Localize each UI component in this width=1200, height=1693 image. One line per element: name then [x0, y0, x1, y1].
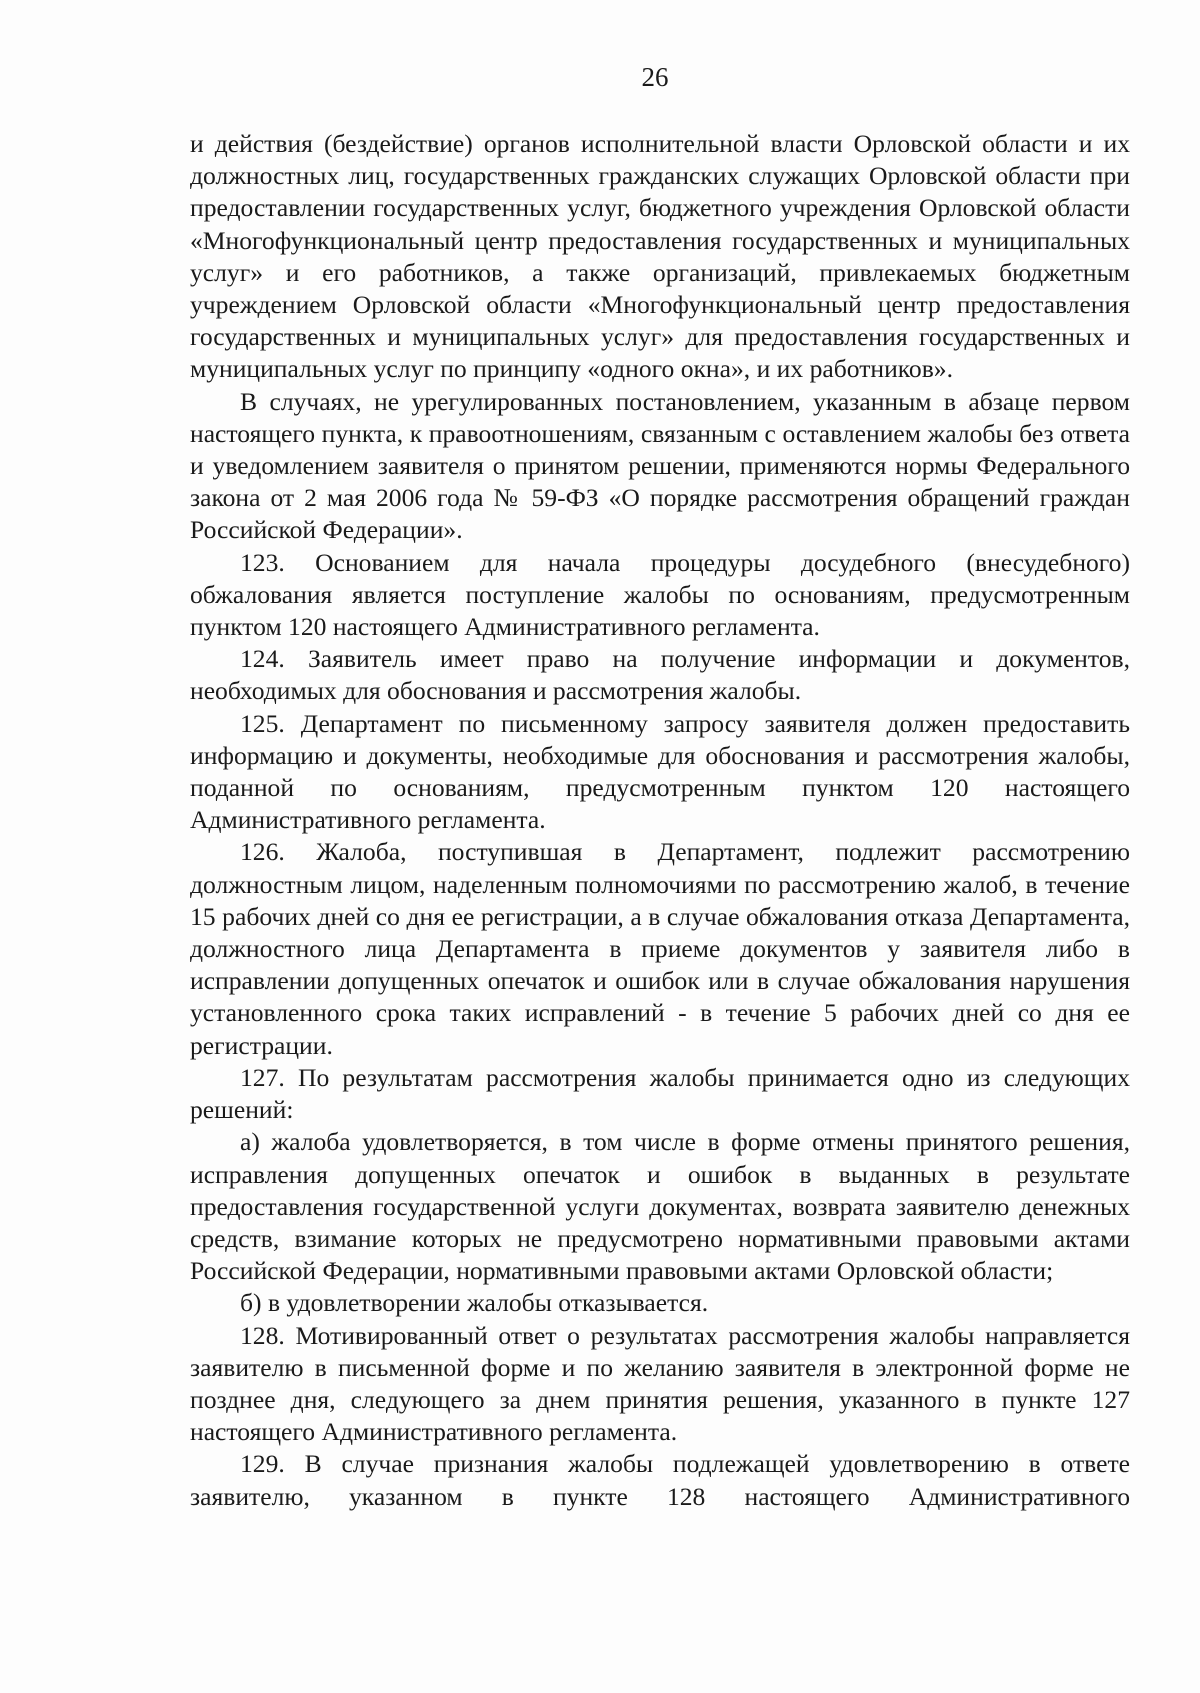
paragraph: В случаях, не урегулированных постановлением, указанным в абзаце первом настоящего пункта, к правоотношениям, связанным с оставлением жалобы без ответа и уведомлением заявителя о принятом решении, применяются нормы Федерального закона от 2 мая 2006 года № 59-ФЗ «О порядке рассмотрения обращений граждан Российской Федерации». [190, 386, 1130, 545]
paragraph: 126. Жалоба, поступившая в Департамент, подлежит рассмотрению должностным лицом, наделенным полномочиями по рассмотрению жалоб, в течение 15 рабочих дней со дня ее регистрации, а в случае обжалования отказа Департамента, должностного лица Департамента в приеме документов у заявителя либо в исправлении допущенных опечаток и ошибок или в случае обжалования нарушения установленного срока таких исправлений - в течение 5 рабочих дней со дня ее регистрации. [190, 837, 1130, 1060]
paragraph: 129. В случае признания жалобы подлежащей удовлетворению в ответе заявителю, указанном в пункте 128 настоящего Административного [190, 1449, 1130, 1511]
paragraph: 125. Департамент по письменному запросу заявителя должен предоставить информацию и документы, необходимые для обоснования и рассмотрения жалобы, поданной по основаниям, предусмотренным пунктом 120 настоящего Административного регламента. [190, 708, 1130, 835]
paragraph: 128. Мотивированный ответ о результатах рассмотрения жалобы направляется заявителю в письменной форме и по желанию заявителя в электронной форме не позднее дня, следующего за днем принятия решения, указанного в пункте 127 настоящего Административного регламента. [190, 1320, 1130, 1447]
paragraph: б) в удовлетворении жалобы отказывается. [240, 1288, 709, 1318]
paragraph: а) жалоба удовлетворяется, в том числе в форме отмены принятого решения, исправления допущенных опечаток и ошибок в выданных в результате предоставления государственной услуги документах, возврата заявителю денежных средств, взимание которых не предусмотрено нормативными правовыми актами Российской Федерации, нормативными правовыми актами Орловской области; [190, 1127, 1130, 1286]
paragraph: 127. По результатам рассмотрения жалобы принимается одно из следующих решений: [190, 1062, 1130, 1125]
paragraph: 123. Основанием для начала процедуры досудебного (внесудебного) обжалования является поступление жалобы по основаниям, предусмотренным пунктом 120 настоящего Административного регламента. [190, 547, 1130, 642]
page-number: 26 [641, 62, 669, 92]
paragraph: 124. Заявитель имеет право на получение информации и документов, необходимых для обоснования и рассмотрения жалобы. [190, 644, 1130, 706]
document-body [190, 128, 1130, 1513]
paragraph: и действия (бездействие) органов исполнительной власти Орловской области и их должностных лиц, государственных гражданских служащих Орловской области при предоставлении государственных услуг, бюджетного учреждения Орловской области «Многофункциональный центр предоставления государственных и муниципальных услуг» и его работников, а также организаций, привлекаемых бюджетным учреждением Орловской области «Многофункциональный центр предоставления государственных и муниципальных услуг» для предоставления государственных и муниципальных услуг по принципу «одного окна», и их работников». [190, 129, 1130, 384]
